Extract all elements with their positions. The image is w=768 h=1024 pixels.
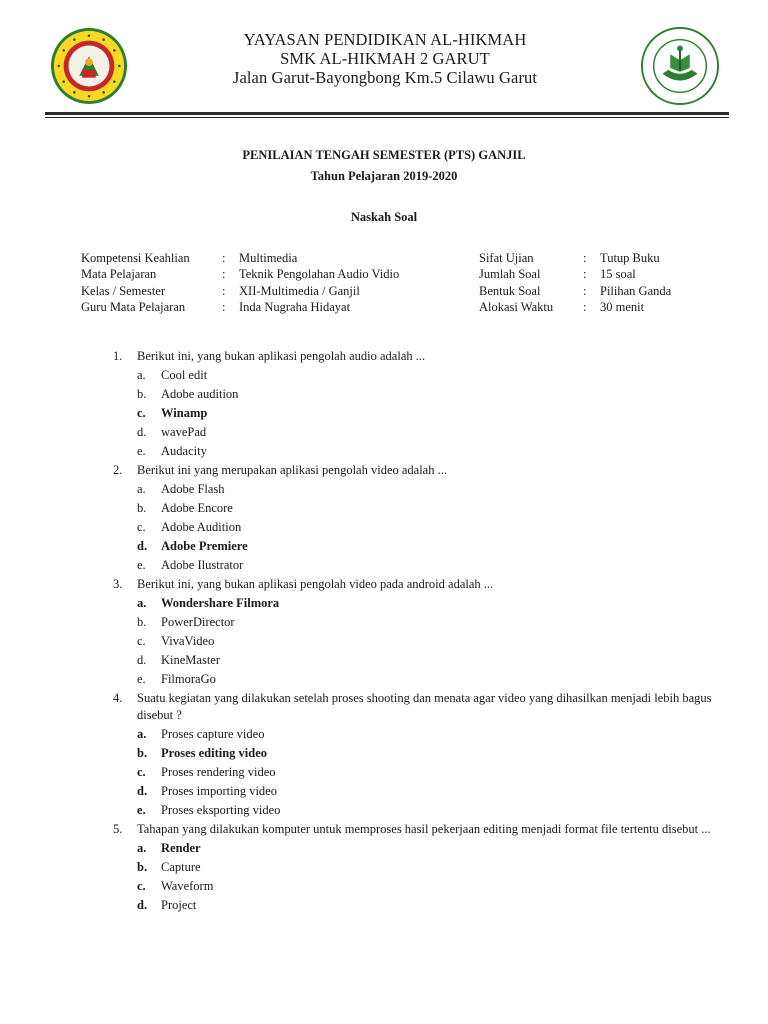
- option-letter: a.: [137, 841, 147, 855]
- question-number: 4.: [113, 691, 123, 705]
- answer-option: [113, 500, 713, 517]
- option-letter: b.: [137, 746, 148, 760]
- option-text-answer-key: Wondershare Filmora: [161, 596, 280, 610]
- option-letter: c.: [137, 520, 146, 534]
- option-letter: c.: [137, 765, 146, 779]
- option-text: Proses importing video: [161, 784, 277, 798]
- answer-option: [113, 519, 713, 536]
- answer-option: [113, 652, 713, 669]
- exam-title: PENILAIAN TENGAH SEMESTER (PTS) GANJIL: [242, 148, 526, 162]
- info-colon: :: [222, 251, 226, 265]
- question-number: 2.: [113, 463, 123, 477]
- answer-option: [113, 614, 713, 631]
- option-letter: b.: [137, 615, 147, 629]
- option-letter: a.: [137, 596, 147, 610]
- answer-option: [113, 897, 713, 914]
- exam-info-left: [81, 250, 399, 315]
- answer-option: [113, 424, 713, 441]
- answer-option: [113, 481, 713, 498]
- info-value: Teknik Pengolahan Audio Vidio: [239, 267, 400, 282]
- option-text: Project: [161, 898, 197, 912]
- info-row: [479, 250, 671, 266]
- answer-option: [113, 443, 713, 460]
- info-label: Alokasi Waktu: [479, 299, 554, 314]
- option-letter: c.: [137, 879, 146, 893]
- option-letter: d.: [137, 784, 148, 798]
- option-text: KineMaster: [161, 653, 221, 667]
- option-text: Audacity: [161, 444, 207, 458]
- answer-option: [113, 633, 713, 650]
- option-letter: e.: [137, 672, 146, 686]
- option-letter: a.: [137, 727, 147, 741]
- question-number: 5.: [113, 822, 123, 836]
- option-letter: c.: [137, 406, 146, 420]
- option-text: Adobe audition: [161, 387, 239, 401]
- info-colon: :: [222, 283, 226, 298]
- option-letter: a.: [137, 482, 146, 496]
- info-row: [479, 266, 671, 282]
- info-label: Bentuk Soal: [479, 283, 541, 298]
- question-text: Berikut ini, yang bukan aplikasi pengolah video pada android adalah ...: [137, 577, 494, 591]
- answer-option: [113, 764, 713, 781]
- question-text: Berikut ini, yang bukan aplikasi pengolah audio adalah ...: [137, 349, 426, 363]
- info-value: XII-Multimedia / Ganjil: [239, 283, 360, 298]
- info-colon: :: [583, 299, 587, 314]
- info-row: [479, 299, 671, 315]
- option-text: wavePad: [161, 425, 207, 439]
- question-item: [113, 690, 713, 724]
- answer-option: [113, 595, 713, 612]
- answer-option: [113, 745, 713, 762]
- info-row: [81, 250, 399, 266]
- letterhead: [170, 30, 600, 87]
- option-text: VivaVideo: [161, 634, 215, 648]
- answer-option: [113, 840, 713, 857]
- answer-option: [113, 783, 713, 800]
- info-colon: :: [583, 267, 587, 282]
- letterhead-rule-thin: [45, 117, 729, 118]
- answer-option: [113, 405, 713, 422]
- info-row: [81, 283, 399, 299]
- option-text: FilmoraGo: [161, 672, 216, 686]
- foundation-logo-right: [641, 27, 719, 105]
- info-label: Mata Pelajaran: [81, 267, 157, 282]
- option-text: Cool edit: [161, 368, 208, 382]
- option-letter: d.: [137, 425, 147, 439]
- option-text: Adobe Encore: [161, 501, 233, 515]
- answer-option: [113, 367, 713, 384]
- info-label: Kompetensi Keahlian: [81, 251, 190, 265]
- question-text: Tahapan yang dilakukan komputer untuk memproses hasil pekerjaan editing menjadi format file tertentu disebut ...: [137, 822, 711, 836]
- info-colon: :: [583, 283, 587, 298]
- info-colon: :: [222, 299, 226, 314]
- info-row: [81, 266, 399, 282]
- answer-option: [113, 557, 713, 574]
- question-text: Suatu kegiatan yang dilakukan setelah proses shooting dan menata agar video yang dihasilkan menjadi lebih bagus disebut ?: [137, 691, 712, 722]
- info-label: Kelas / Semester: [81, 283, 166, 298]
- option-text: Proses rendering video: [161, 765, 276, 779]
- question-item: [113, 576, 713, 593]
- academic-year: Tahun Pelajaran 2019-2020: [310, 169, 458, 183]
- info-value: Pilihan Ganda: [600, 283, 672, 298]
- option-letter: b.: [137, 501, 147, 515]
- document-type: Naskah Soal: [350, 210, 418, 224]
- answer-option: [113, 859, 713, 876]
- info-label: Guru Mata Pelajaran: [81, 299, 186, 314]
- option-text: PowerDirector: [161, 615, 235, 629]
- info-value: 30 menit: [600, 299, 645, 314]
- option-text: Adobe Ilustrator: [161, 558, 244, 572]
- info-value: Inda Nugraha Hidayat: [239, 299, 351, 314]
- option-letter: e.: [137, 803, 146, 817]
- option-text-answer-key: Render: [161, 841, 201, 855]
- option-letter: a.: [137, 368, 146, 382]
- question-number: 1.: [113, 349, 123, 363]
- answer-option: [113, 671, 713, 688]
- school-logo-left: [50, 27, 128, 105]
- option-letter: b.: [137, 860, 148, 874]
- option-letter: d.: [137, 898, 148, 912]
- option-text-answer-key: Proses editing video: [161, 746, 268, 760]
- info-colon: :: [583, 251, 587, 265]
- option-letter: d.: [137, 653, 147, 667]
- info-value: 15 soal: [600, 267, 636, 282]
- letterhead-rule-thick: [45, 112, 729, 115]
- option-text-answer-key: Adobe Premiere: [161, 539, 248, 553]
- option-text-answer-key: Winamp: [161, 406, 208, 420]
- option-letter: d.: [137, 539, 148, 553]
- option-letter: e.: [137, 558, 146, 572]
- info-row: [479, 283, 671, 299]
- foundation-name: YAYASAN PENDIDIKAN AL-HIKMAH: [243, 30, 527, 49]
- option-letter: c.: [137, 634, 146, 648]
- option-text: Proses eksporting video: [161, 803, 281, 817]
- answer-option: [113, 538, 713, 555]
- option-letter: b.: [137, 387, 147, 401]
- question-item: [113, 348, 713, 365]
- option-letter: e.: [137, 444, 146, 458]
- school-name: SMK AL-HIKMAH 2 GARUT: [280, 49, 490, 68]
- info-value: Multimedia: [239, 251, 298, 265]
- info-row: [81, 299, 399, 315]
- info-label: Jumlah Soal: [479, 267, 541, 282]
- answer-option: [113, 386, 713, 403]
- answer-option: [113, 726, 713, 743]
- option-text: Proses capture video: [161, 727, 265, 741]
- option-text: Adobe Flash: [161, 482, 225, 496]
- option-text: Capture: [161, 860, 201, 874]
- question-text: Berikut ini yang merupakan aplikasi pengolah video adalah ...: [137, 463, 447, 477]
- question-number: 3.: [113, 577, 123, 591]
- question-item: [113, 821, 713, 838]
- exam-info-right: [479, 250, 671, 315]
- info-colon: :: [222, 267, 226, 282]
- option-text: Adobe Audition: [161, 520, 242, 534]
- school-address: Jalan Garut-Bayongbong Km.5 Cilawu Garut: [232, 68, 538, 87]
- question-list: [113, 346, 713, 914]
- option-text: Waveform: [161, 879, 214, 893]
- question-item: [113, 462, 713, 479]
- answer-option: [113, 878, 713, 895]
- info-label: Sifat Ujian: [479, 251, 534, 265]
- answer-option: [113, 802, 713, 819]
- info-value: Tutup Buku: [600, 251, 660, 265]
